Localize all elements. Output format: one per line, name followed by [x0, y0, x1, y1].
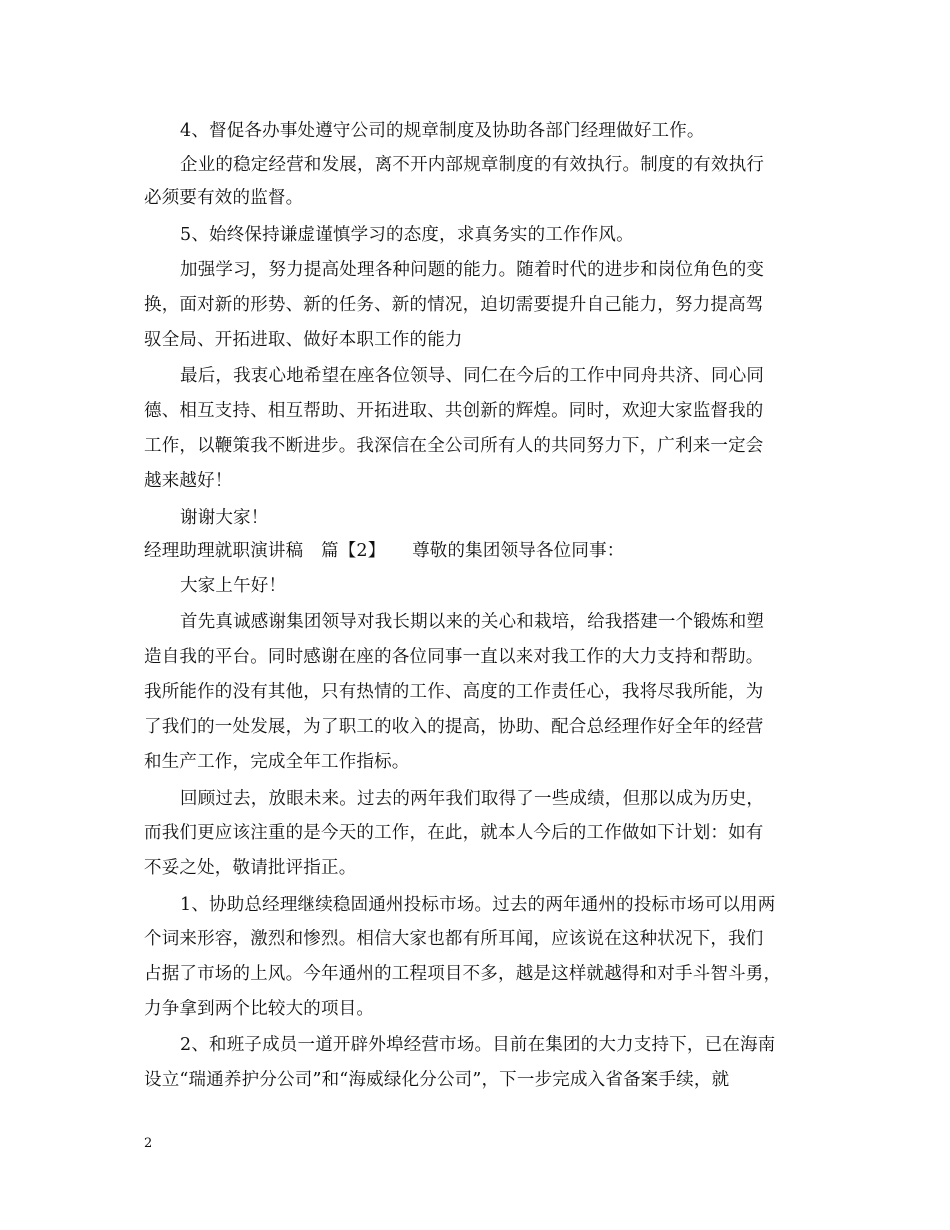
- paragraph-line: 和生产工作，完成全年工作指标。: [144, 752, 410, 772]
- paragraph-line: 设立“瑞通养护分公司”和“海威绿化分公司”，下一步完成入省备案手续，就: [144, 1070, 730, 1090]
- paragraph-line: 越来越好！: [144, 471, 233, 491]
- paragraph-line: 5、始终保持谦虚谨慎学习的态度，求真务实的工作作风。: [180, 225, 634, 245]
- paragraph-line: 德、相互支持、相互帮助、开拓进取、共创新的辉煌。同时，欢迎大家监督我的: [144, 401, 764, 421]
- paragraph-line: 造自我的平台。同时感谢在座的各位同事一直以来对我工作的大力支持和帮助。: [144, 647, 764, 667]
- paragraph-line: 企业的稳定经营和发展，离不开内部规章制度的有效执行。制度的有效执行: [180, 155, 765, 175]
- paragraph-line: 4、督促各办事处遵守公司的规章制度及协助各部门经理做好工作。: [180, 121, 705, 141]
- paragraph-line: 回顾过去，放眼未来。过去的两年我们取得了一些成绩，但那以成为历史，: [180, 789, 765, 809]
- paragraph-line: 最后，我衷心地希望在座各位领导、同仁在今后的工作中同舟共济、同心同: [180, 366, 765, 386]
- paragraph-line: 占据了市场的上风。今年通州的工程项目不多，越是这样就越得和对手斗智斗勇，: [144, 964, 782, 984]
- page-number: 2: [144, 1136, 153, 1151]
- paragraph-line: 大家上午好！: [180, 576, 287, 596]
- paragraph-line: 而我们更应该注重的是今天的工作，在此，就本人今后的工作做如下计划：如有: [144, 823, 764, 843]
- paragraph-line: 必须要有效的监督。: [144, 188, 304, 208]
- section-heading: 经理助理就职演讲稿 篇【2】 尊敬的集团领导各位同事：: [144, 541, 625, 561]
- paragraph-line: 了我们的一处发展，为了职工的收入的提高，协助、配合总经理作好全年的经营: [144, 717, 764, 737]
- paragraph-line: 1、协助总经理继续稳固通州投标市场。过去的两年通州的投标市场可以用两: [180, 895, 776, 915]
- paragraph-line: 个词来形容，激烈和惨烈。相信大家也都有所耳闻，应该说在这种状况下，我们: [144, 929, 764, 949]
- paragraph-line: 谢谢大家！: [180, 508, 269, 528]
- paragraph-line: 驭全局、开拓进取、做好本职工作的能力: [144, 330, 463, 350]
- paragraph-line: 我所能作的没有其他，只有热情的工作、高度的工作责任心，我将尽我所能，为: [144, 682, 764, 702]
- paragraph-line: 力争拿到两个比较大的项目。: [144, 999, 375, 1019]
- paragraph-line: 不妥之处，敬请批评指正。: [144, 858, 357, 878]
- paragraph-line: 工作，以鞭策我不断进步。我深信在全公司所有人的共同努力下，广利来一定会: [144, 436, 764, 456]
- paragraph-line: 加强学习，努力提高处理各种问题的能力。随着时代的进步和岗位角色的变: [180, 260, 765, 280]
- paragraph-line: 首先真诚感谢集团领导对我长期以来的关心和栽培，给我搭建一个锻炼和塑: [180, 612, 765, 632]
- paragraph-line: 换，面对新的形势、新的任务、新的情况，迫切需要提升自己能力，努力提高驾: [144, 295, 764, 315]
- paragraph-line: 2、和班子成员一道开辟外埠经营市场。目前在集团的大力支持下，已在海南: [180, 1035, 776, 1055]
